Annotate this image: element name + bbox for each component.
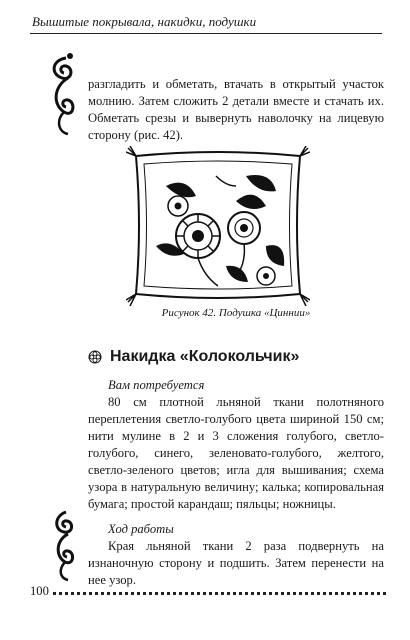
section-heading [88,347,388,367]
paragraph-continued: разгладить и обметать, втачать в открытый участок молнию. Затем сложить 2 детали вместе и стачать их. Обметать срезы и вывернуть наволочку на лицевую сторону (рис. 42). [88,77,384,142]
page-number: 100 [30,584,49,598]
footer-dotted-rule [53,592,386,595]
header-rule [30,33,382,34]
materials-heading: Вам потребуется [108,378,205,392]
pillow-illustration [126,146,310,306]
section-title-text: Накидка «Колокольчик» [110,348,300,365]
ornament-swirl-top [44,52,80,138]
running-header: Вышитые покрывала, накидки, подушки [32,14,257,29]
work-text: Края льняной ткани 2 раза подвернуть на изнаночную сторону и подшить. Затем перенести на нее узор. [88,539,384,587]
ornament-swirl-bottom [46,508,82,584]
page-footer [30,584,386,599]
materials-text: 80 см плотной льняной ткани полотняного переплетения светло-голубого цвета шириной 150 см; нити мулине в 2 и 3 сложения голубого, светло-голубого, синего, зеленовато-голубого, желтого, светло-зеленого цветов; игла для вышивания; схема узора в натуральную величину; калька; копировальная бумага; простой карандаш; пяльцы; ножницы. [88,395,384,511]
work-heading: Ход работы [108,522,174,536]
flower-icon [88,350,102,364]
figure-caption: Рисунок 42. Подушка «Циннии» [161,307,311,319]
